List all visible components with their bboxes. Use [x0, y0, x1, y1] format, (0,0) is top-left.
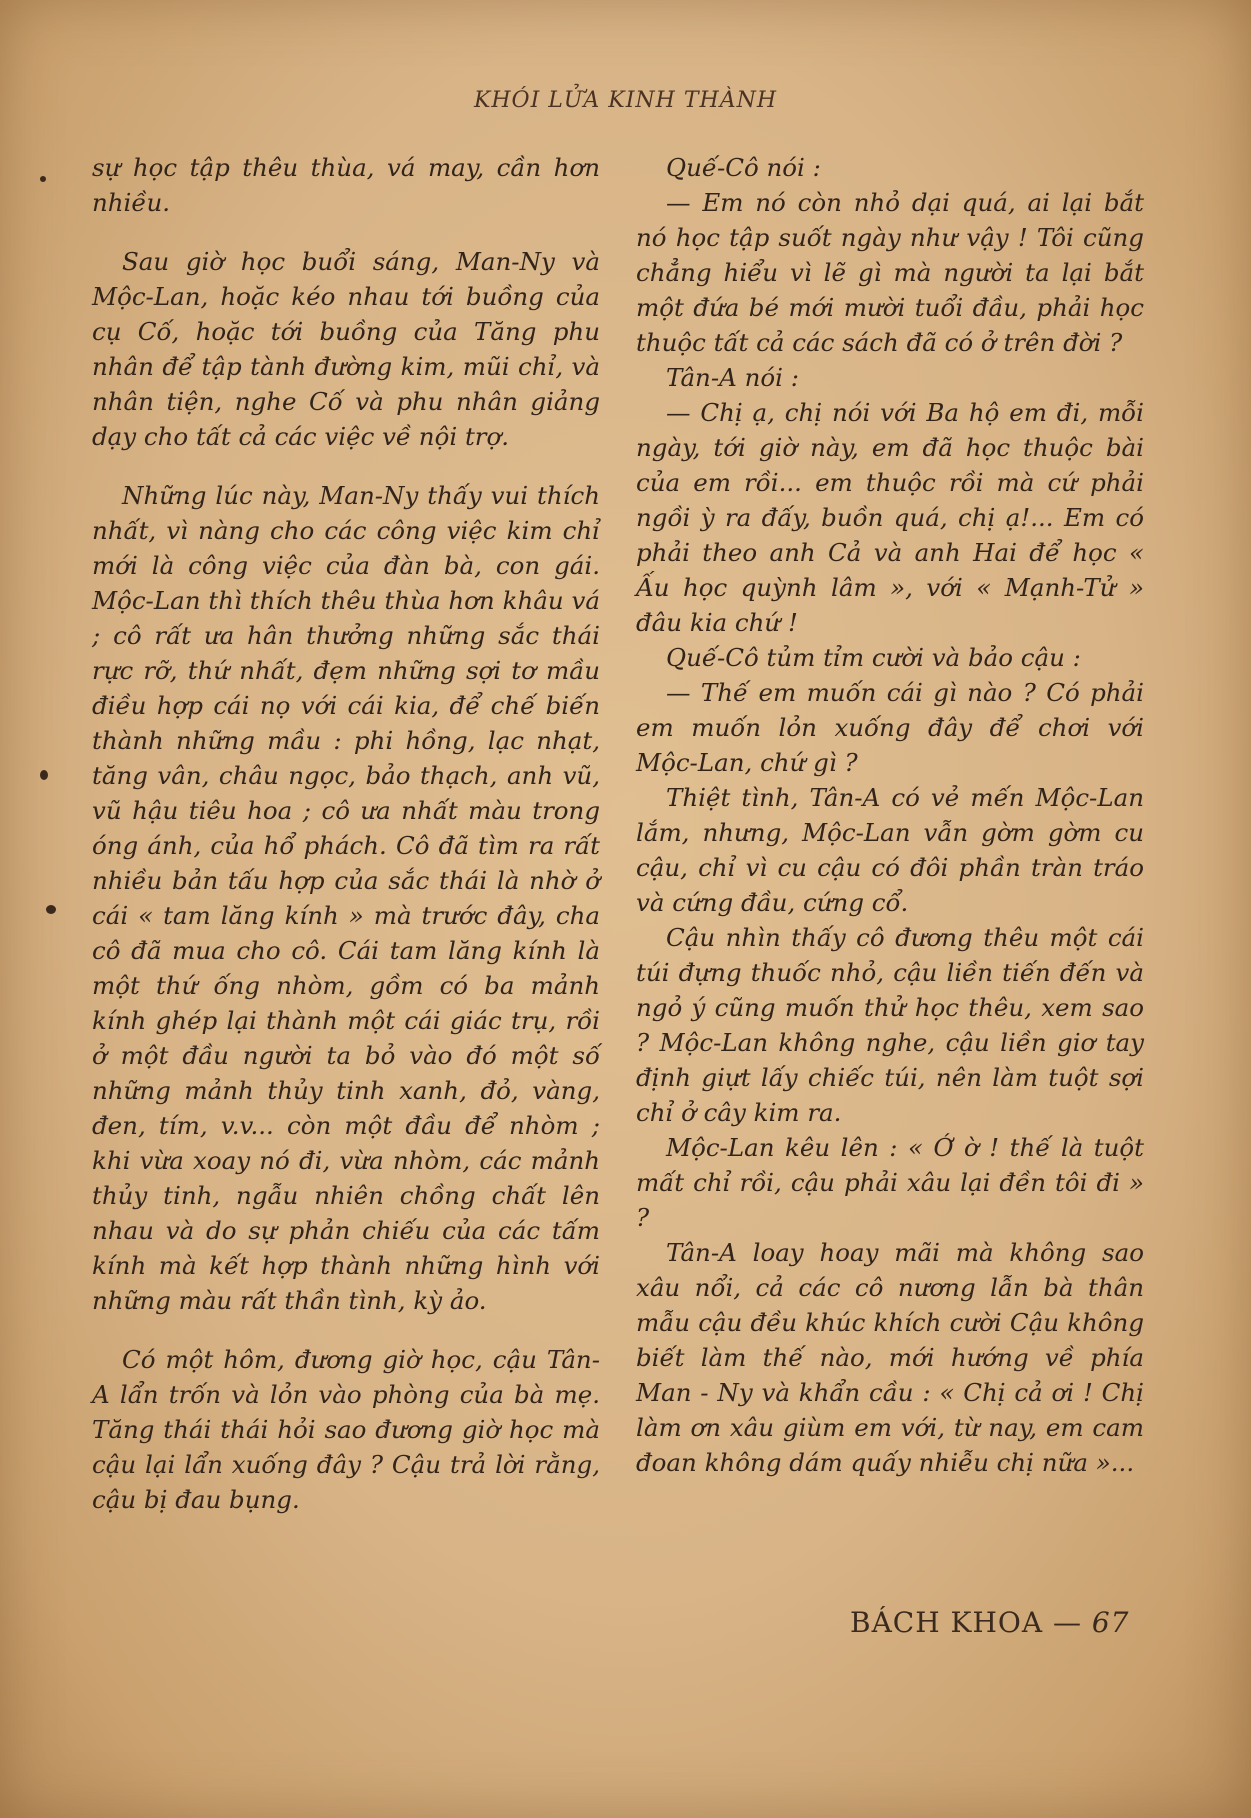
paragraph: Sau giờ học buổi sáng, Man-Ny và Mộc-Lan, hoặc kéo nhau tới buồng của cụ Cố, hoặc tới buồng của Tăng phu nhân để tập tành đường kim, mũi chỉ, và nhân tiện, nghe Cố và phu nhân giảng dạy cho tất cả các việc về nội trợ.	[92, 247, 600, 451]
paragraph: Quế-Cô tủm tỉm cười và bảo cậu :	[666, 643, 1081, 672]
paragraph: sự học tập thêu thùa, vá may, cần hơn nhiều.	[92, 153, 600, 217]
ink-speck	[40, 770, 48, 780]
paragraph: Tân-A loay hoay mãi mà không sao xâu nổi, cả các cô nương lẫn bà thân mẫu cậu đều khúc khích cười Cậu không biết làm thế nào, mới hướng về phía Man - Ny và khẩn cầu : « Chị cả ơi ! Chị làm ơn xâu giùm em với, từ nay, em cam đoan không dám quấy nhiễu chị nữa »...	[636, 1238, 1144, 1477]
paragraph: Cậu nhìn thấy cô đương thêu một cái túi đựng thuốc nhỏ, cậu liền tiến đến và ngỏ ý cũng muốn thử học thêu, xem sao ? Mộc-Lan không nghe, cậu liền giơ tay định giựt lấy chiếc túi, nên làm tuột sợi chỉ ở cây kim ra.	[636, 923, 1144, 1127]
paragraph: Có một hôm, đương giờ học, cậu Tân-A lẩn trốn và lỏn vào phòng của bà mẹ. Tăng thái thái hỏi sao đương giờ học mà cậu lại lẩn xuống đây ? Cậu trả lời rằng, cậu bị đau bụng.	[92, 1345, 600, 1514]
paragraph: — Thế em muốn cái gì nào ? Có phải em muốn lỏn xuống đây để chơi với Mộc-Lan, chứ gì ?	[636, 678, 1144, 777]
left-text-column	[92, 150, 600, 1517]
paragraph: — Em nó còn nhỏ dại quá, ai lại bắt nó học tập suốt ngày như vậy ! Tôi cũng chẳng hiểu vì lẽ gì mà người ta lại bắt một đứa bé mới mười tuổi đầu, phải học thuộc tất cả các sách đã có ở trên đời ?	[636, 188, 1144, 357]
paragraph: Mộc-Lan kêu lên : « Ớ ờ ! thế là tuột mất chỉ rồi, cậu phải xâu lại đền tôi đi » ?	[636, 1133, 1144, 1232]
running-header: KHÓI LỬA KINH THÀNH	[473, 88, 778, 113]
paragraph: — Chị ạ, chị nói với Ba hộ em đi, mỗi ngày, tới giờ này, em đã học thuộc bài của em rồi... em thuộc rồi mà cứ phải ngồi ỳ ra đấy, buồn quá, chị ạ!... Em có phải theo anh Cả và anh Hai để học « Ấu học quỳnh lâm », với « Mạnh-Tử » đâu kia chứ !	[636, 398, 1144, 637]
paragraph: Tân-A nói :	[666, 363, 799, 392]
right-text-column	[636, 150, 1144, 1480]
paragraph: Những lúc này, Man-Ny thấy vui thích nhất, vì nàng cho các công việc kim chỉ mới là công việc của đàn bà, con gái. Mộc-Lan thì thích thêu thùa hơn khâu vá ; cô rất ưa hân thưởng những sắc thái rực rỡ, thứ nhất, đẹm những sợi tơ mầu điều hợp cái nọ với cái kia, để chế biến thành những mầu : phi hồng, lạc nhạt, tăng vân, châu ngọc, bảo thạch, anh vũ, vũ hậu tiêu hoa ; cô ưa nhất màu trong óng ánh, của hổ phách. Cô đã tìm ra rất nhiều bản tấu hợp của sắc thái là nhờ ở cái « tam lăng kính » mà trước đây, cha cô đã mua cho cô. Cái tam lăng kính là một thứ ống nhòm, gồm có ba mảnh kính ghép lại thành một cái giác trụ, rồi ở một đầu người ta bỏ vào đó một số những mảnh thủy tinh xanh, đỏ, vàng, đen, tím, v.v... còn một đầu để nhòm ; khi vừa xoay nó đi, vừa nhòm, các mảnh thủy tinh, ngẫu nhiên chồng chất lên nhau và do sự phản chiếu của các tấm kính mà kết hợp thành những hình với những màu rất thần tình, kỳ ảo.	[92, 481, 600, 1315]
paragraph: Quế-Cô nói :	[666, 153, 821, 182]
ink-speck	[40, 176, 46, 182]
page-footer	[850, 1606, 1130, 1639]
paragraph: Thiệt tình, Tân-A có vẻ mến Mộc-Lan lắm, nhưng, Mộc-Lan vẫn gờm gờm cu cậu, chỉ vì cu cậu có đôi phần tràn tráo và cứng đầu, cứng cổ.	[636, 783, 1144, 917]
page-number: 67	[1091, 1606, 1130, 1639]
ink-speck	[46, 905, 56, 914]
magazine-name: BÁCH KHOA —	[850, 1606, 1082, 1639]
